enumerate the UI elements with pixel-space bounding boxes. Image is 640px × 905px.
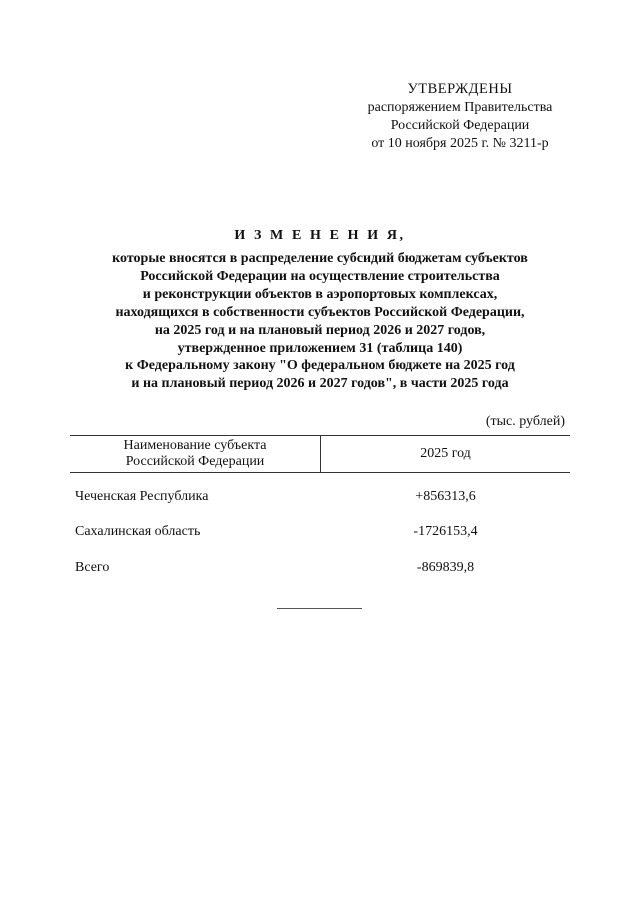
document-end-rule <box>277 608 362 609</box>
approval-line-2: Российской Федерации <box>390 118 530 133</box>
table-row-value: +856313,6 <box>415 489 476 504</box>
table-header-name-line-1: Наименование субъекта <box>123 438 267 453</box>
approval-block <box>330 80 590 153</box>
subtitle-line: Российской Федерации на осуществление строительства <box>140 268 500 284</box>
table-header-name <box>70 438 320 470</box>
subtitle-line: на 2025 год и на плановый период 2026 и 2027 годов, <box>154 322 486 338</box>
document-subtitle <box>60 250 580 393</box>
document-heading: И З М Е Н Е Н И Я, <box>234 228 406 243</box>
table-header-rule <box>70 472 570 473</box>
table-row-value: -1726153,4 <box>413 524 478 539</box>
table-header-name-line-2: Российской Федерации <box>125 454 265 469</box>
subtitle-line: и на плановый период 2026 и 2027 годов", в части 2025 года <box>131 376 509 392</box>
table-row-name: Сахалинская область <box>75 524 201 539</box>
approval-title: УТВЕРЖДЕНЫ <box>407 81 513 97</box>
table-total-value: -869839,8 <box>416 560 475 575</box>
table-total-name: Всего <box>75 560 110 575</box>
approval-line-3: от 10 ноября 2025 г. № 3211-р <box>371 136 549 151</box>
approval-line-1: распоряжением Правительства <box>367 100 553 115</box>
subtitle-line: которые вносятся в распределение субсидий бюджетам субъектов <box>112 251 528 266</box>
subtitle-line: находящихся в собственности субъектов Российской Федерации, <box>115 304 525 320</box>
table-header-year: 2025 год <box>420 446 471 461</box>
units-label: (тыс. рублей) <box>485 414 565 429</box>
subtitle-line: и реконструкции объектов в аэропортовых комплексах, <box>142 286 498 302</box>
table-row-name: Чеченская Республика <box>75 489 209 504</box>
subtitle-line: утвержденное приложением 31 (таблица 140) <box>177 340 463 356</box>
subtitle-line: к Федеральному закону "О федеральном бюджете на 2025 год <box>125 358 515 374</box>
